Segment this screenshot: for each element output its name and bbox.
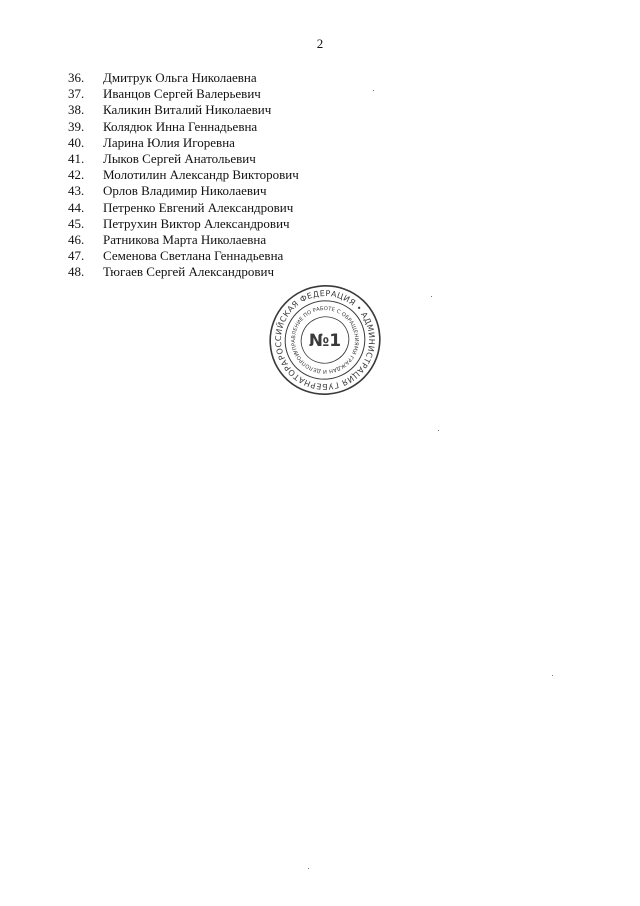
- person-name: Ратникова Марта Николаевна: [103, 231, 267, 247]
- person-name: Петренко Евгений Александрович: [103, 199, 294, 215]
- person-name: Иванцов Сергей Валерьевич: [103, 86, 261, 102]
- page-number: 2: [316, 36, 324, 51]
- item-number: 41.: [68, 150, 85, 166]
- item-number: 40.: [68, 134, 85, 150]
- list-item: [68, 151, 299, 167]
- list-item: [68, 200, 299, 216]
- list-item: [68, 248, 299, 264]
- person-name: Каликин Виталий Николаевич: [103, 102, 272, 118]
- item-number: 37.: [68, 86, 85, 102]
- list-item: [68, 183, 299, 199]
- seal-stamp-icon: [258, 283, 392, 397]
- list-item: [68, 264, 299, 280]
- list-item: [68, 135, 299, 151]
- list-item: [68, 70, 299, 86]
- seal-inner-text: УПРАВЛЕНИЕ ПО РАБОТЕ С ОБРАЩЕНИЯМИ ГРАЖДАН И ДЕЛОПРОИЗВОДСТВУ: [290, 305, 360, 375]
- item-number: 43.: [68, 183, 85, 199]
- person-name: Дмитрук Ольга Николаевна: [103, 70, 257, 85]
- item-number: 44.: [68, 199, 85, 215]
- item-number: 38.: [68, 102, 85, 118]
- scan-speck: [552, 675, 553, 676]
- scan-speck: [438, 430, 439, 431]
- official-seal: [258, 283, 392, 397]
- person-name: Тюгаев Сергей Александрович: [103, 264, 275, 280]
- name-list: [68, 70, 299, 280]
- person-name: Семенова Светлана Геннадьевна: [103, 248, 284, 264]
- scan-speck: [431, 296, 432, 297]
- item-number: 46.: [68, 231, 85, 247]
- item-number: 45.: [68, 215, 85, 231]
- person-name: Ларина Юлия Игоревна: [103, 134, 235, 150]
- list-item: [68, 119, 299, 135]
- item-number: 36.: [68, 70, 85, 85]
- item-number: 39.: [68, 118, 85, 134]
- list-item: [68, 167, 299, 183]
- person-name: Петрухин Виктор Александрович: [103, 215, 290, 231]
- list-item: [68, 216, 299, 232]
- person-name: Орлов Владимир Николаевич: [103, 183, 267, 199]
- seal-center-text: №1: [308, 331, 342, 351]
- item-number: 48.: [68, 264, 85, 280]
- person-name: Колядюк Инна Геннадьевна: [103, 118, 258, 134]
- person-name: Молотилин Александр Викторович: [103, 167, 299, 183]
- item-number: 47.: [68, 248, 85, 264]
- seal-outer-text: РОССИЙСКАЯ ФЕДЕРАЦИЯ • АДМИНИСТРАЦИЯ ГУБЕРНАТОРА: [273, 288, 377, 392]
- item-number: 42.: [68, 167, 85, 183]
- scan-speck: [373, 90, 374, 91]
- scan-speck: [308, 868, 309, 869]
- list-item: [68, 102, 299, 118]
- person-name: Лыков Сергей Анатольевич: [103, 150, 256, 166]
- list-item: [68, 232, 299, 248]
- list-item: [68, 86, 299, 102]
